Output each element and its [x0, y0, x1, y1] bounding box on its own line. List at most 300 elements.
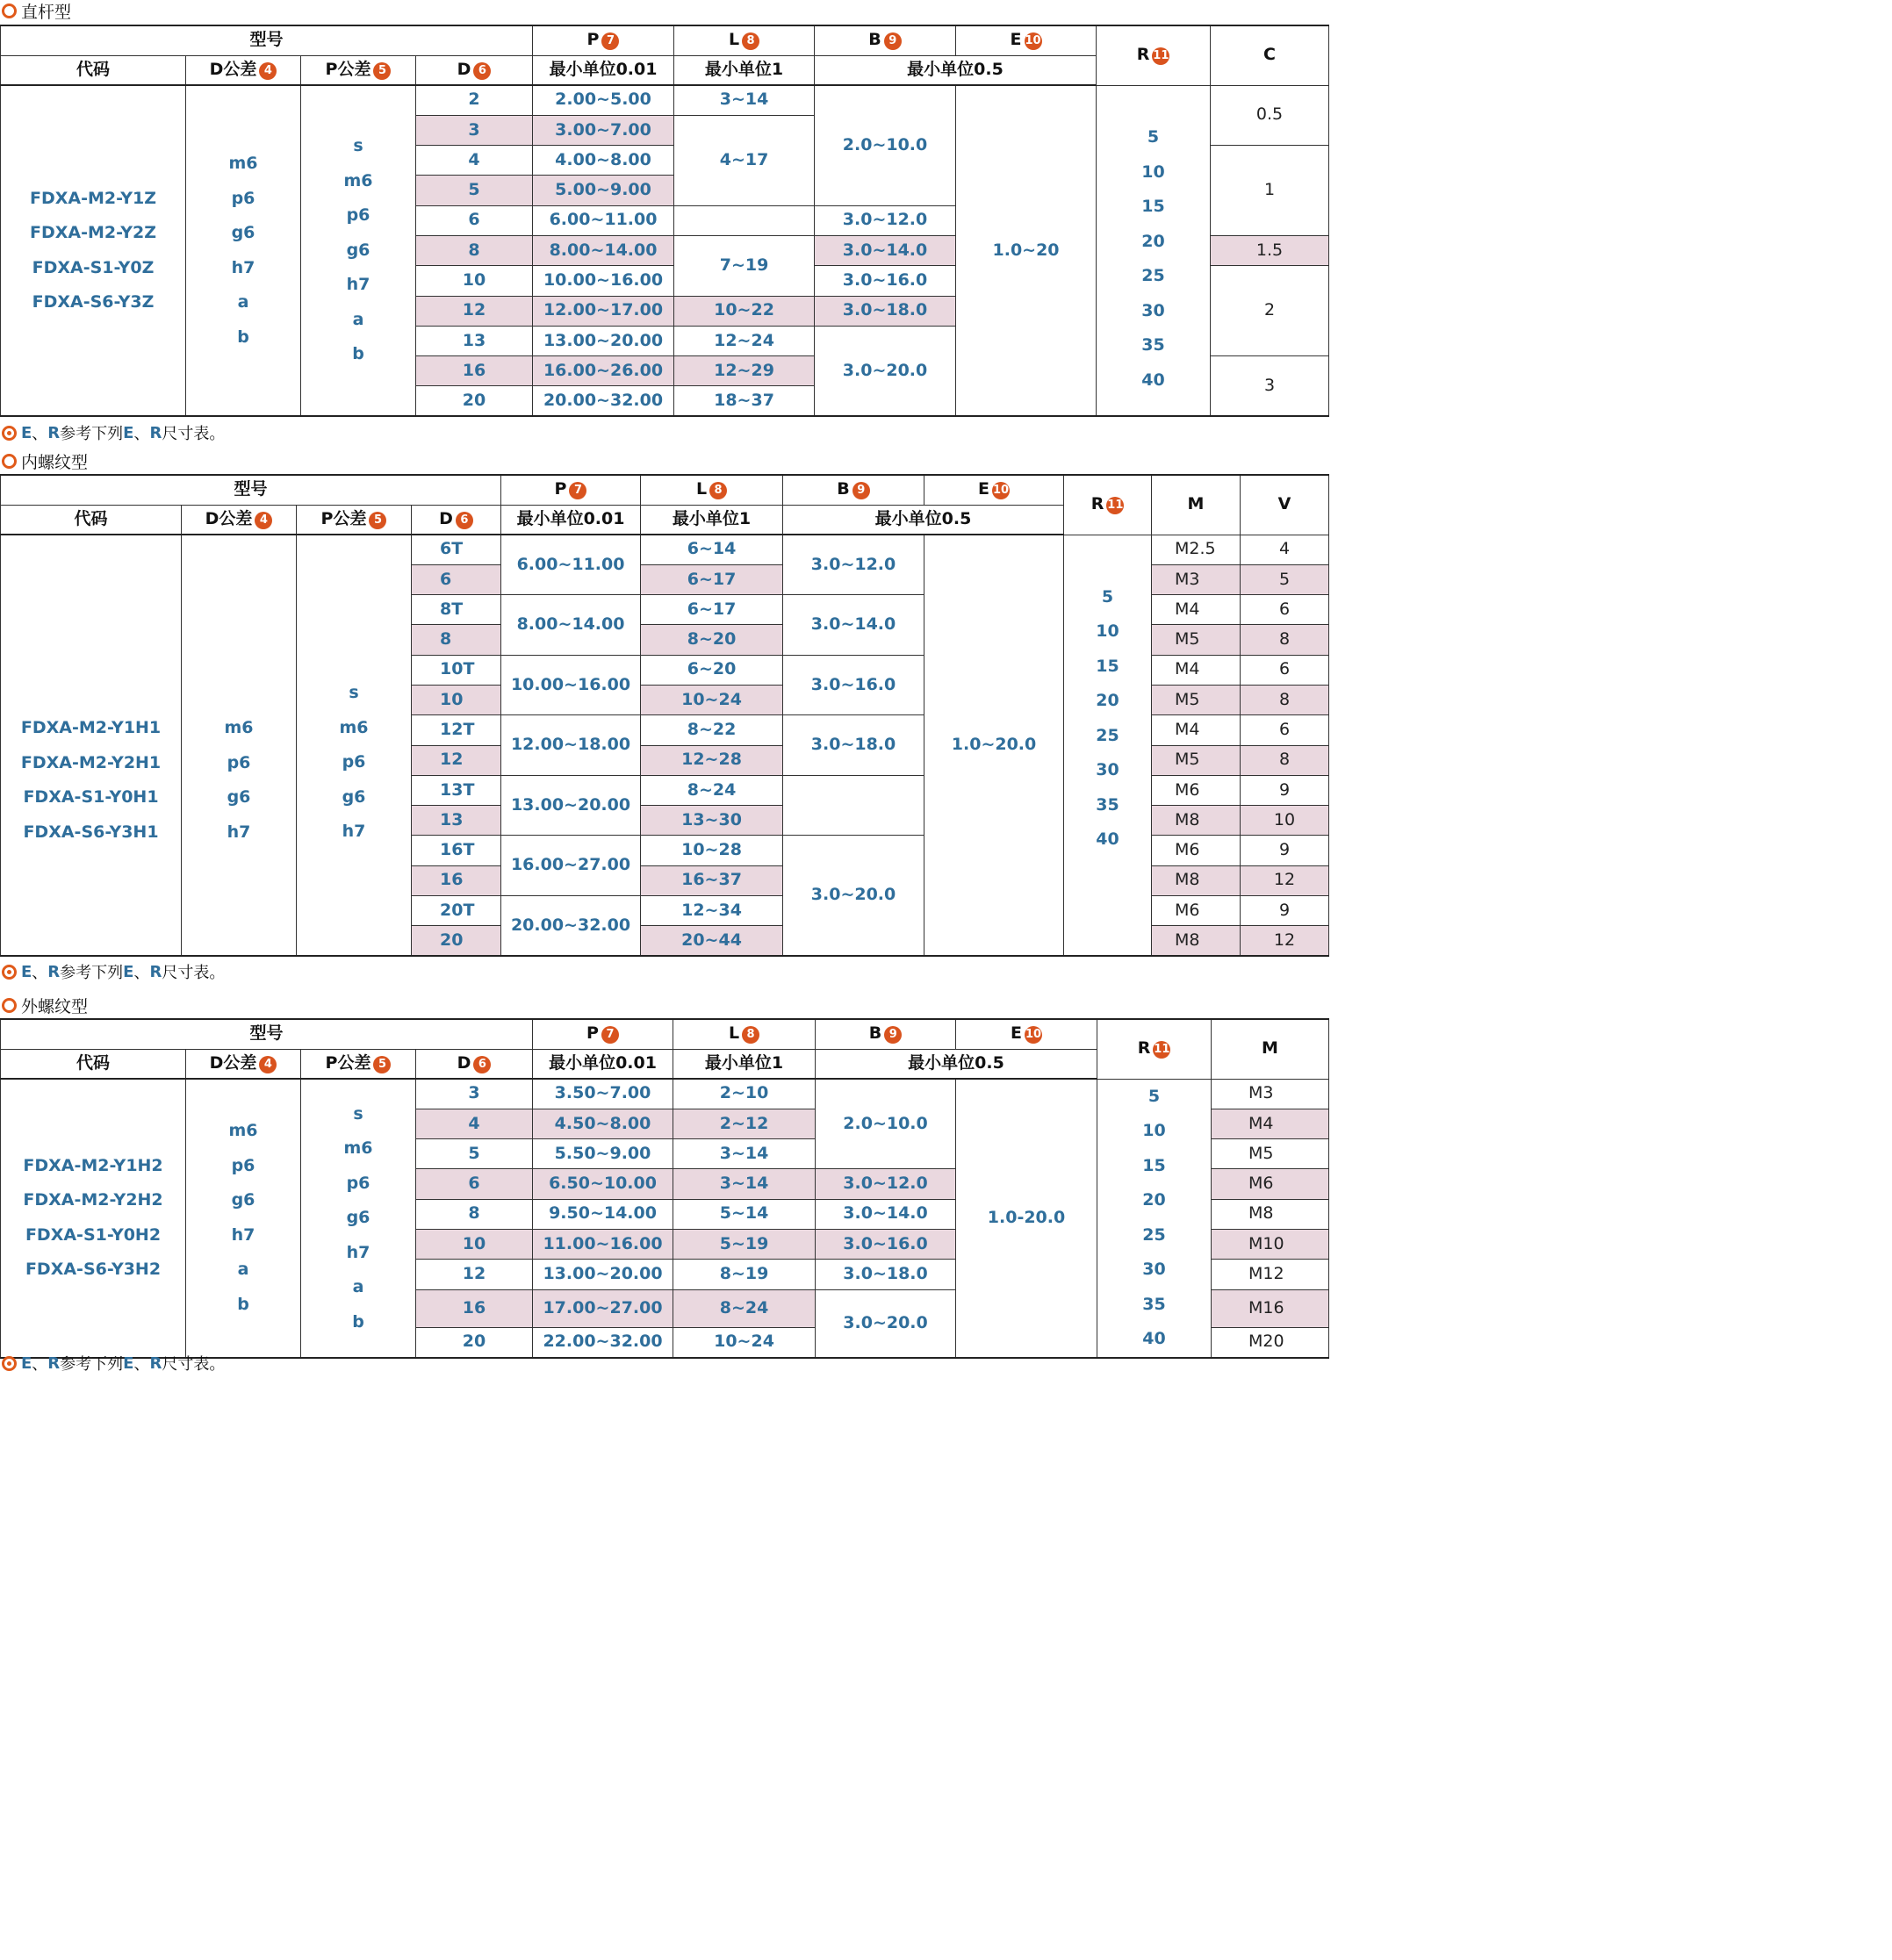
- l-cell: 8~20: [641, 625, 783, 655]
- d-tol-header: D公差 4: [182, 505, 297, 535]
- model-code-item: FDXA-S1-Y0H2: [25, 1224, 162, 1245]
- d-tol: [182, 711, 296, 850]
- l-cell: 12~34: [641, 896, 783, 926]
- model-code-item: FDXA-M2-Y2H2: [23, 1190, 163, 1210]
- p-cell: 20.00~32.00: [501, 896, 641, 957]
- d-tol-item: p6: [227, 752, 251, 772]
- l-cell: [674, 205, 815, 235]
- d-tol-item: b: [237, 1294, 249, 1314]
- l-unit-header: 最小单位1: [674, 55, 815, 85]
- badge-p: 7: [601, 1026, 619, 1044]
- note-e: E: [21, 423, 32, 442]
- e-header: E 10: [956, 1019, 1097, 1049]
- b-cell: 2.0~10.0: [816, 1079, 956, 1169]
- note-e: E: [21, 962, 32, 981]
- v-cell: 10: [1241, 806, 1329, 836]
- d-tol-item: h7: [227, 822, 251, 842]
- p-cell: 8.00~14.00: [501, 595, 641, 656]
- l-cell: 3~14: [674, 85, 815, 115]
- p-cell: 12.00~17.00: [533, 296, 674, 326]
- m-cell: M6: [1152, 775, 1241, 805]
- m-cell: M20: [1212, 1327, 1329, 1357]
- d-tol-item: a: [237, 1260, 249, 1280]
- d-cell: 16: [416, 356, 533, 386]
- m-cell: M4: [1152, 715, 1241, 745]
- model-code-item: FDXA-M2-Y1H2: [23, 1155, 163, 1175]
- m-cell: M5: [1212, 1139, 1329, 1169]
- r-value-item: 30: [1142, 1260, 1166, 1279]
- m-cell: M4: [1212, 1109, 1329, 1138]
- d-cell: 8: [416, 235, 533, 265]
- p-tol-header: P公差 5: [301, 55, 416, 85]
- m-cell: M6: [1212, 1169, 1329, 1199]
- badge-d_tol: 4: [259, 1056, 277, 1073]
- v-cell: 9: [1241, 775, 1329, 805]
- note-sep: 、: [32, 1355, 48, 1374]
- d-cell: 5: [416, 176, 533, 205]
- v-cell: 12: [1241, 926, 1329, 956]
- v-cell: 6: [1241, 715, 1329, 745]
- d-tol-item: m6: [228, 154, 258, 174]
- model-code-item: FDXA-M2-Y1Z: [30, 188, 156, 208]
- section-title-text: 外螺纹型: [21, 996, 89, 1016]
- v-cell: 8: [1241, 745, 1329, 775]
- d-cell: 4: [416, 1109, 533, 1138]
- b-cell: 3.0~14.0: [815, 235, 956, 265]
- p-tol-item: b: [352, 1311, 364, 1332]
- p-cell: 6.50~10.00: [533, 1169, 673, 1199]
- note-tail: 尺寸表。: [162, 964, 226, 982]
- d-cell: 13: [412, 806, 501, 836]
- model-code-item: FDXA-S6-Y3H1: [23, 822, 159, 842]
- table-row: [1, 85, 1329, 115]
- c-cell: 2: [1211, 266, 1329, 356]
- r-value-item: 20: [1096, 691, 1119, 711]
- b-cell: 3.0~16.0: [816, 1229, 956, 1259]
- p-unit-header: 最小单位0.01: [533, 1049, 673, 1079]
- d-header: D 6: [416, 1049, 533, 1079]
- p-tol-item: a: [352, 1277, 364, 1296]
- p-tol-item: b: [352, 344, 364, 364]
- badge-l: 8: [709, 482, 727, 499]
- d-tol-header: D公差 4: [186, 1049, 301, 1079]
- l-header: L 8: [674, 25, 815, 55]
- d-cell: 12T: [412, 715, 501, 745]
- e-cell: 1.0~20: [956, 85, 1097, 416]
- p-tol-item: s: [353, 136, 363, 156]
- target-icon: [2, 1356, 17, 1371]
- p-cell: 8.00~14.00: [533, 235, 674, 265]
- l-unit-header: 最小单位1: [641, 505, 783, 535]
- l-cell: 2~12: [673, 1109, 816, 1138]
- c-cell: 1: [1211, 146, 1329, 236]
- e-cell: 1.0-20.0: [956, 1079, 1097, 1358]
- model-code: [1, 1149, 185, 1288]
- d-cell: 10: [416, 266, 533, 296]
- v-cell: 12: [1241, 865, 1329, 895]
- p-unit-header: 最小单位0.01: [501, 505, 641, 535]
- v-cell: 9: [1241, 836, 1329, 865]
- p-tol-cell: [297, 535, 412, 956]
- p-tol: [297, 676, 411, 850]
- r-header: R 11: [1097, 25, 1211, 85]
- r-value-item: 5: [1101, 586, 1114, 607]
- external-thread-table: [0, 1018, 1329, 1359]
- p-cell: 16.00~27.00: [501, 836, 641, 896]
- d-cell: 16: [416, 1289, 533, 1327]
- p-tol-item: p6: [346, 205, 370, 226]
- e-cell: 1.0~20.0: [924, 535, 1064, 956]
- d-cell: 16: [412, 865, 501, 895]
- model-code-item: FDXA-S1-Y0Z: [32, 257, 155, 277]
- d-cell: 3: [416, 1079, 533, 1109]
- p-header: P 7: [533, 25, 674, 55]
- d-tol-item: a: [237, 292, 249, 312]
- badge-d: 6: [456, 512, 473, 529]
- d-cell: 3: [416, 115, 533, 145]
- p-cell: 6.00~11.00: [533, 205, 674, 235]
- ring-icon: [2, 4, 17, 18]
- m-cell: M6: [1152, 896, 1241, 926]
- l-cell: 6~14: [641, 535, 783, 564]
- note-r: R: [47, 962, 61, 981]
- v-cell: 8: [1241, 625, 1329, 655]
- l-header: L 8: [673, 1019, 816, 1049]
- b-header: B 9: [815, 25, 956, 55]
- b-cell: 3.0~18.0: [816, 1260, 956, 1289]
- r-value-item: 20: [1142, 1190, 1166, 1210]
- note-sep2: 、: [133, 425, 150, 443]
- model-code: [1, 711, 181, 850]
- l-cell: 8~24: [641, 775, 783, 805]
- note-mid: 参考下列: [60, 964, 124, 982]
- reference-note: [0, 422, 225, 443]
- p-tol: [301, 1097, 415, 1340]
- p-tol-item: a: [352, 309, 364, 329]
- l-cell: 6~17: [641, 595, 783, 625]
- d-header: D 6: [412, 505, 501, 535]
- r-value-item: 5: [1147, 127, 1160, 147]
- d-cell: 20: [412, 926, 501, 956]
- internal-thread-table: [0, 474, 1329, 957]
- badge-d_tol: 4: [255, 512, 272, 529]
- d-cell: 10: [416, 1229, 533, 1259]
- m-cell: M4: [1152, 655, 1241, 685]
- b-cell: 3.0~12.0: [816, 1169, 956, 1199]
- l-cell: 8~22: [641, 715, 783, 745]
- b-cell: 3.0~20.0: [783, 836, 924, 956]
- m-cell: M16: [1212, 1289, 1329, 1327]
- code-cell: [1, 85, 186, 416]
- l-cell: 6~17: [641, 564, 783, 594]
- r-value-item: 25: [1142, 1224, 1166, 1245]
- l-cell: 12~29: [674, 356, 815, 386]
- b-header: B 9: [783, 475, 924, 505]
- m-cell: M8: [1212, 1199, 1329, 1229]
- d-cell: 10T: [412, 655, 501, 685]
- m-cell: M3: [1212, 1079, 1329, 1109]
- p-tol-header: P公差 5: [297, 505, 412, 535]
- b-cell: 2.0~10.0: [815, 85, 956, 205]
- d-tol-header: D公差 4: [186, 55, 301, 85]
- l-cell: 13~30: [641, 806, 783, 836]
- code-header: 代码: [1, 55, 186, 85]
- p-tol-header: P公差 5: [301, 1049, 416, 1079]
- m-cell: M5: [1152, 745, 1241, 775]
- r-header: R 11: [1064, 475, 1152, 535]
- d-cell: 20T: [412, 896, 501, 926]
- note-sep: 、: [32, 964, 48, 982]
- v-cell: 6: [1241, 655, 1329, 685]
- code-header: 代码: [1, 505, 182, 535]
- model-header: 型号: [1, 1019, 533, 1049]
- b-cell: 3.0~14.0: [783, 595, 924, 656]
- l-cell: 10~24: [641, 685, 783, 714]
- p-cell: 20.00~32.00: [533, 386, 674, 416]
- badge-p: 7: [601, 32, 619, 50]
- c-cell: 3: [1211, 356, 1329, 417]
- badge-b: 9: [884, 32, 902, 50]
- m-cell: M8: [1152, 926, 1241, 956]
- p-cell: 13.00~20.00: [501, 775, 641, 836]
- b-cell: 3.0~12.0: [783, 535, 924, 595]
- b-cell: 3.0~16.0: [815, 266, 956, 296]
- p-tol-item: s: [353, 1103, 363, 1124]
- note-r2: R: [149, 962, 162, 981]
- note-sep2: 、: [133, 964, 150, 982]
- d-tol-item: p6: [231, 188, 255, 208]
- l-cell: 20~44: [641, 926, 783, 956]
- b-header: B 9: [816, 1019, 956, 1049]
- p-cell: 22.00~32.00: [533, 1327, 673, 1357]
- b-cell: 3.0~16.0: [783, 655, 924, 715]
- badge-p_tol: 5: [369, 512, 386, 529]
- m-cell: M3: [1152, 564, 1241, 594]
- ring-icon: [2, 998, 17, 1013]
- p-tol-item: h7: [342, 822, 366, 842]
- m-cell: M6: [1152, 836, 1241, 865]
- badge-p_tol: 5: [373, 1056, 391, 1073]
- note-tail: 尺寸表。: [162, 1355, 226, 1374]
- section-title-text: 内螺纹型: [21, 452, 89, 472]
- p-tol-item: s: [349, 683, 359, 703]
- l-cell: 16~37: [641, 865, 783, 895]
- b-cell: 3.0~18.0: [815, 296, 956, 326]
- e-header: E 10: [924, 475, 1064, 505]
- badge-p_tol: 5: [373, 62, 391, 80]
- d-cell: 8T: [412, 595, 501, 625]
- note-mid: 参考下列: [60, 1355, 124, 1374]
- l-cell: 2~10: [673, 1079, 816, 1109]
- d-cell: 10: [412, 685, 501, 714]
- d-tol-item: g6: [231, 1190, 255, 1210]
- note-tail: 尺寸表。: [162, 425, 226, 443]
- code-cell: [1, 1079, 186, 1358]
- m-cell: M10: [1212, 1229, 1329, 1259]
- d-tol: [186, 1114, 300, 1322]
- p-cell: 17.00~27.00: [533, 1289, 673, 1327]
- note-mid: 参考下列: [60, 425, 124, 443]
- m-cell: M8: [1152, 865, 1241, 895]
- badge-d_tol: 4: [259, 62, 277, 80]
- model-code-item: FDXA-M2-Y2H1: [20, 752, 162, 772]
- m-cell: M12: [1212, 1260, 1329, 1289]
- badge-b: 9: [852, 482, 870, 499]
- table-row: [1, 1079, 1329, 1109]
- d-cell: 6: [416, 1169, 533, 1199]
- reference-note: [0, 961, 225, 982]
- badge-r: 11: [1106, 497, 1124, 514]
- p-tol-item: g6: [342, 786, 366, 807]
- badge-l: 8: [742, 1026, 759, 1044]
- d-tol-cell: [186, 1079, 301, 1358]
- m-cell: M2.5: [1152, 535, 1241, 564]
- c-cell: 1.5: [1211, 235, 1329, 265]
- v-cell: 9: [1241, 896, 1329, 926]
- d-cell: 5: [416, 1139, 533, 1169]
- l-cell: 5~14: [673, 1199, 816, 1229]
- b-cell: 3.0~12.0: [815, 205, 956, 235]
- p-header: P 7: [501, 475, 641, 505]
- b-e-unit-header: 最小单位0.5: [816, 1049, 1097, 1079]
- note-r2: R: [149, 1353, 162, 1373]
- p-cell: 4.50~8.00: [533, 1109, 673, 1138]
- r-value-item: 35: [1141, 335, 1165, 355]
- d-tol-cell: [182, 535, 297, 956]
- p-tol-item: p6: [342, 752, 366, 772]
- badge-e: 10: [1025, 1026, 1042, 1044]
- code-header: 代码: [1, 1049, 186, 1079]
- l-cell: 7~19: [674, 235, 815, 296]
- note-e2: E: [123, 423, 134, 442]
- p-cell: 11.00~16.00: [533, 1229, 673, 1259]
- p-unit-header: 最小单位0.01: [533, 55, 674, 85]
- p-tol-item: p6: [346, 1173, 370, 1193]
- d-tol-item: g6: [227, 787, 251, 808]
- l-cell: 18~37: [674, 386, 815, 416]
- p-tol-item: h7: [346, 1242, 370, 1262]
- r-value-item: 30: [1141, 300, 1165, 320]
- p-cell: 16.00~26.00: [533, 356, 674, 386]
- badge-d: 6: [473, 62, 491, 80]
- l-cell: 3~14: [673, 1139, 816, 1169]
- d-cell: 13T: [412, 775, 501, 805]
- d-cell: 2: [416, 85, 533, 115]
- d-cell: 16T: [412, 836, 501, 865]
- b-e-unit-header: 最小单位0.5: [783, 505, 1064, 535]
- d-cell: 6: [412, 564, 501, 594]
- b-cell: 3.0~18.0: [783, 715, 924, 776]
- b-e-unit-header: 最小单位0.5: [815, 55, 1097, 85]
- note-r2: R: [149, 423, 162, 442]
- m-header: M: [1152, 475, 1241, 535]
- model-code-item: FDXA-M2-Y1H1: [20, 718, 162, 738]
- note-r: R: [47, 423, 61, 442]
- l-cell: 5~19: [673, 1229, 816, 1259]
- note-e2: E: [123, 1353, 134, 1373]
- p-cell: 12.00~18.00: [501, 715, 641, 776]
- p-tol-item: m6: [343, 170, 373, 190]
- l-cell: 4~17: [674, 115, 815, 205]
- p-tol-item: m6: [343, 1138, 373, 1158]
- m-header: M: [1212, 1019, 1329, 1079]
- d-tol: [186, 147, 300, 355]
- r-value-item: 40: [1096, 829, 1119, 850]
- p-tol-item: g6: [346, 240, 370, 260]
- model-code-item: FDXA-S1-Y0H1: [23, 787, 159, 808]
- r-value-item: 20: [1141, 231, 1165, 251]
- r-value-item: 15: [1142, 1155, 1166, 1175]
- l-cell: 10~24: [673, 1327, 816, 1357]
- b-cell: [783, 775, 924, 836]
- p-cell: 4.00~8.00: [533, 146, 674, 176]
- p-header: P 7: [533, 1019, 673, 1049]
- r-value-item: 15: [1141, 197, 1165, 217]
- p-cell: 6.00~11.00: [501, 535, 641, 595]
- d-cell: 4: [416, 146, 533, 176]
- p-tol-item: h7: [346, 275, 370, 295]
- note-r: R: [47, 1353, 61, 1373]
- b-cell: 3.0~14.0: [816, 1199, 956, 1229]
- v-cell: 5: [1241, 564, 1329, 594]
- p-cell: 9.50~14.00: [533, 1199, 673, 1229]
- m-cell: M5: [1152, 625, 1241, 655]
- p-tol-item: g6: [346, 1208, 370, 1227]
- l-cell: 8~19: [673, 1260, 816, 1289]
- badge-e: 10: [1025, 32, 1042, 50]
- r-cell: [1097, 85, 1211, 416]
- section-title: [0, 994, 88, 1016]
- d-cell: 12: [416, 296, 533, 326]
- l-unit-header: 最小单位1: [673, 1049, 816, 1079]
- l-cell: 3~14: [673, 1169, 816, 1199]
- p-cell: 3.00~7.00: [533, 115, 674, 145]
- r-value-item: 10: [1142, 1121, 1166, 1140]
- d-cell: 12: [416, 1260, 533, 1289]
- target-icon: [2, 426, 17, 441]
- r-value-item: 35: [1142, 1294, 1166, 1314]
- p-cell: 13.00~20.00: [533, 326, 674, 355]
- ring-icon: [2, 454, 17, 469]
- v-cell: 4: [1241, 535, 1329, 564]
- l-cell: 10~28: [641, 836, 783, 865]
- p-cell: 5.00~9.00: [533, 176, 674, 205]
- badge-d: 6: [473, 1056, 491, 1073]
- target-icon: [2, 965, 17, 980]
- d-cell: 13: [416, 326, 533, 355]
- section-title-text: 直杆型: [21, 2, 72, 22]
- note-e2: E: [123, 962, 134, 981]
- model-header: 型号: [1, 25, 533, 55]
- model-code-item: FDXA-S6-Y3Z: [32, 292, 155, 312]
- c-header: C: [1211, 25, 1329, 85]
- d-cell: 20: [416, 386, 533, 416]
- d-tol-item: b: [237, 327, 249, 347]
- b-cell: 3.0~20.0: [816, 1289, 956, 1357]
- r-header: R 11: [1097, 1019, 1212, 1079]
- model-code-item: FDXA-S6-Y3H2: [25, 1260, 162, 1280]
- r-value-item: 5: [1147, 1086, 1161, 1106]
- badge-l: 8: [742, 32, 759, 50]
- v-cell: 6: [1241, 595, 1329, 625]
- d-tol-item: g6: [231, 223, 255, 243]
- model-header: 型号: [1, 475, 501, 505]
- section-title: [0, 0, 71, 21]
- badge-r: 11: [1152, 47, 1169, 65]
- d-cell: 6: [416, 205, 533, 235]
- d-cell: 8: [416, 1199, 533, 1229]
- p-cell: 5.50~9.00: [533, 1139, 673, 1169]
